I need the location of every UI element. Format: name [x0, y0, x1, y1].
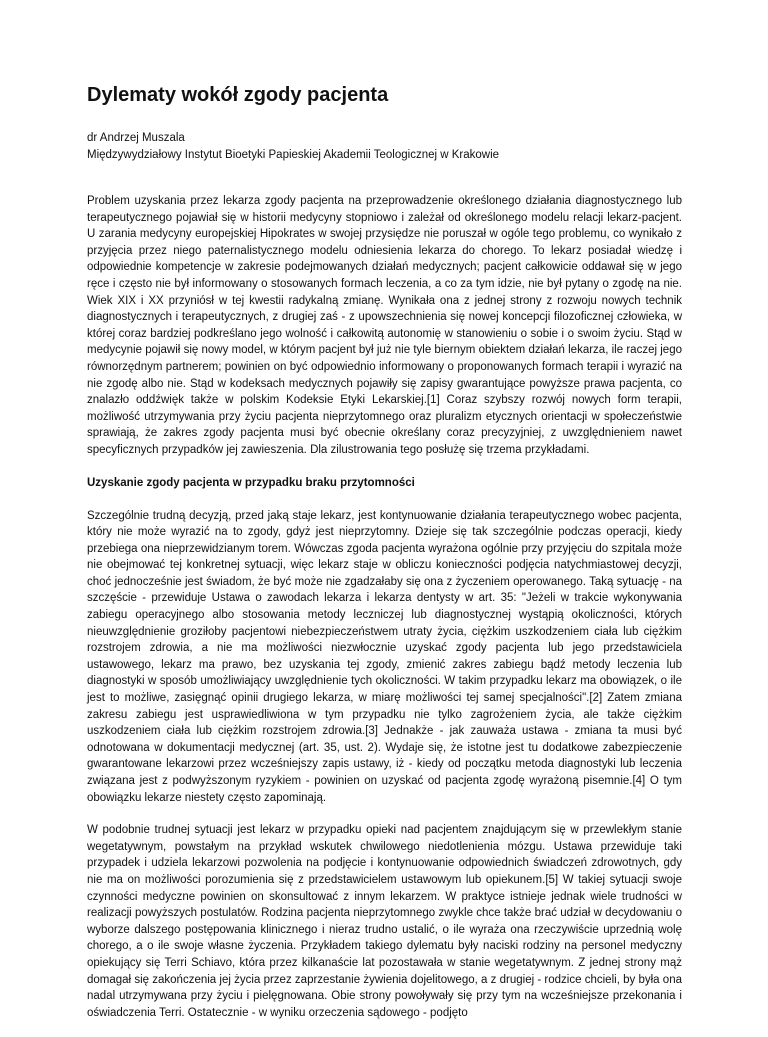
intro-paragraph: Problem uzyskania przez lekarza zgody pacjenta na przeprowadzenie określonego działania diagnostycznego lub terapeutycznego pojawiał się w historii medycyny stopniowo i zależał od określonego modelu relacji lekarz-pacjent. U zarania medycyny europejskiej Hipokrates w swojej przysiędze nie poruszał w ogóle tego problemu, co wynikało z przyjęcia przez niego paternalistycznego modelu odniesienia lekarza do chorego. To lekarz posiadał wiedzę i odpowiednie kompetencje w zakresie podejmowanych działań medycznych; pacjent całkowicie oddawał się w jego ręce i często nie był informowany o stosowanych formach leczenia, a co za tym idzie, nie był pytany o zgodę na nie. Wiek XIX i XX przyniósł w tej kwestii radykalną zmianę. Wynikała ona z jednej strony z rozwoju nowych technik diagnostycznych i terapeutycznych, z drugiej zaś - z upowszechnienia się nowej koncepcji filozoficznej człowieka, w której coraz bardziej podkreślano jego wolność i całkowitą autonomię w stanowieniu o sobie i o swoim życiu. Stąd w medycynie pojawił się nowy model, w którym pacjent był już nie tyle biernym obiektem działań lekarza, ile raczej jego równorzędnym partnerem; powinien on być odpowiednio informowany o proponowanych formach terapii i wyrazić na nie zgodę albo nie. Stąd w kodeksach medycznych pojawiły się zapisy gwarantujące powyższe prawa pacjenta, co znalazło oddźwięk także w polskim Kodeksie Etyki Lekarskiej.[1] Coraz szybszy rozwój nowych form terapii, możliwość utrzymywania przy życiu pacjenta nieprzytomnego oraz pluralizm etycznych orientacji w społeczeństwie sprawiają, że zakres zgody pacjenta musi być obecnie określany coraz precyzyjniej, z uwzględnieniem nawet specyficznych przypadków jej zawieszenia. Dla zilustrowania tego posłużę się trzema przykładami.: [87, 195, 682, 456]
document-page: [87, 82, 682, 1037]
author-name: dr Andrzej Muszala: [87, 132, 185, 144]
section-paragraph: W podobnie trudnej sytuacji jest lekarz w przypadku opieki nad pacjentem znajdującym się w przewlekłym stanie wegetatywnym, powstałym na przykład wskutek chwilowego niedotlenienia mózgu. Ustawa przewiduje taki przypadek i udziela lekarzowi pozwolenia na podjęcie i kontynuowanie odpowiednich świadczeń zdrowotnych, gdy nie ma on możliwości porozumienia się z przedstawicielem ustawowym lub opiekunem.[5] W takiej sytuacji swoje czynności medyczne powinien on skonsultować z innym lekarzem. W praktyce istnieje jednak wiele trudności w realizacji powyższych postulatów. Rodzina pacjenta nieprzytomnego zwykle chce także brać udział w decydowaniu o wyborze dalszego postępowania klinicznego i nieraz trudno ustalić, o ile wyraża ona rzeczywiście uprzednią wolę chorego, a o ile swoje własne życzenia. Przykładem takiego dylematu były naciski rodziny na personel medyczny opiekujący się Terri Schiavo, która przez kilkanaście lat pozostawała w stanie wegetatywnym. Z jednej strony mąż domagał się zakończenia jej życia przez zaprzestanie żywienia dojelitowego, a z drugiej - rodzice chcieli, by była ona nadal utrzymywana przy życiu i pielęgnowana. Obie strony powoływały się przy tym na wcześniejsze przekonania i oświadczenia Terri. Ostatecznie - w wyniku orzeczenia sądowego - podjęto: [87, 824, 682, 1019]
document-title: Dylematy wokół zgody pacjenta: [87, 84, 389, 106]
section-heading: Uzyskanie zgody pacjenta w przypadku braku przytomności: [87, 476, 415, 489]
author-affiliation: Międzywydziałowy Instytut Bioetyki Papieskiej Akademii Teologicznej w Krakowie: [87, 149, 500, 161]
section-paragraph: Szczególnie trudną decyzją, przed jaką staje lekarz, jest kontynuowanie działania terapeutycznego wobec pacjenta, który nie może wyrazić na to zgody, gdyż jest nieprzytomny. Dzieje się tak szczególnie podczas operacji, kiedy przebiega ona nieprzewidzianym torem. Wówczas zgoda pacjenta wyrażona ogólnie przy przyjęciu do szpitala może nie obejmować tej konkretnej sytuacji, więc lekarz staje w obliczu konieczności podjęcia natychmiastowej decyzji, choć jednocześnie jest świadom, że być może nie zgadzałaby się ona z życzeniem operowanego. Taką sytuację - na szczęście - przewiduje Ustawa o zawodach lekarza i lekarza dentysty w art. 35: "Jeżeli w trakcie wykonywania zabiegu operacyjnego albo stosowania metody leczniczej lub diagnostycznej wystąpią okoliczności, których nieuwzględnienie groziłoby pacjentowi niebezpieczeństwem utraty życia, ciężkim uszkodzeniem ciała lub ciężkim rozstrojem zdrowia, a nie ma możliwości niezwłocznie uzyskać zgody pacjenta lub jego przedstawiciela ustawowego, lekarz ma prawo, bez uzyskania tej zgody, zmienić zakres zabiegu bądź metody leczenia lub diagnostyki w sposób umożliwiający uwzględnienie tych okoliczności. W takim przypadku lekarz ma obowiązek, o ile jest to możliwe, zasięgnąć opinii drugiego lekarza, w miarę możliwości tej samej specjalności".[2] Zatem zmiana zakresu zabiegu jest usprawiedliwiona w tym przypadku nie tylko zagrożeniem życia, ale także ciężkim uszkodzeniem ciała lub ciężkim rozstrojem zdrowia.[3] Jednakże - jak zauważa ustawa - zmiana ta musi być odnotowana w dokumentacji medycznej (art. 35, ust. 2). Wydaje się, że istotne jest tu dodatkowe zabezpieczenie gwarantowane lekarzowi przez wcześniejszy zapis ustawy, iż - kiedy od początku metoda diagnostyki lub leczenia związana jest z podwyższonym ryzykiem - powinien on uzyskać od pacjenta zgodę wyrażoną pisemnie.[4] O tym obowiązku lekarze niestety często zapominają.: [87, 509, 682, 804]
